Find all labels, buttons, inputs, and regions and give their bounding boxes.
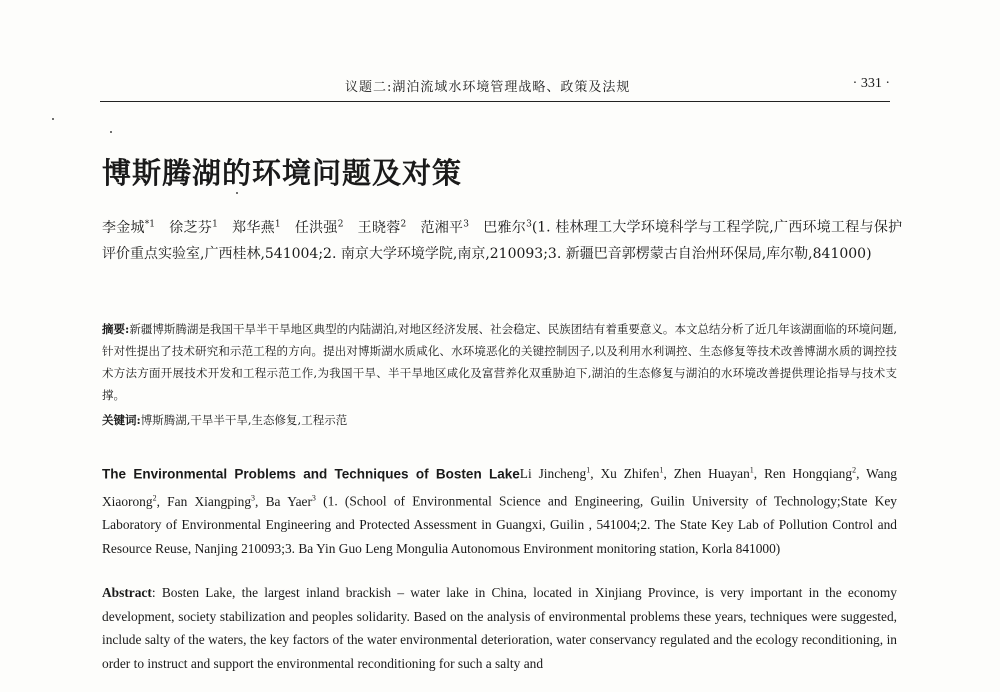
- scan-speck: [52, 118, 54, 120]
- chinese-keywords-text: 博斯腾湖,干旱半干旱,生态修复,工程示范: [140, 413, 348, 427]
- english-abstract-text: : Bosten Lake, the largest inland brackish – water lake in China, located in Xinjiang Province, is very important in the economy development, society stabilization and peoples solidarity. Based on the analysis of environmental problems these years, techniques were suggested, include salty of the waters, the key factors of the water environmental deterioration, water conservancy regulated and the ecology reconditioning, in order to instruct and support the environmental reconditioning for such a salty and: [102, 585, 897, 671]
- chinese-author-name: 徐芝芬: [169, 219, 213, 236]
- header-rule: [100, 101, 890, 102]
- chinese-author-name: 巴雅尔: [483, 219, 527, 236]
- chinese-author-affiliation-mark: *1: [144, 219, 156, 229]
- chinese-author-list: [102, 220, 532, 236]
- chinese-authors-block: [102, 211, 902, 267]
- english-author-affiliation-mark: 2: [152, 493, 157, 503]
- chinese-author-name: 李金城: [102, 219, 145, 236]
- running-header: [100, 76, 890, 102]
- english-title: The Environmental Problems and Techniques of Bosten Lake: [102, 466, 520, 482]
- english-author-name: Li Jincheng: [519, 466, 587, 482]
- chinese-author-name: 任洪强: [294, 219, 338, 236]
- chinese-title: 博斯腾湖的环境问题及对策: [102, 156, 463, 190]
- chinese-author-name: 王晓蓉: [357, 219, 401, 236]
- english-abstract: [102, 581, 897, 675]
- english-author-affiliation-mark: 1: [749, 466, 754, 475]
- english-author-affiliation-mark: 3: [311, 493, 316, 503]
- english-author-name: Ren Hongqiang: [764, 466, 853, 482]
- english-title-authors-block: [102, 459, 897, 560]
- page-number: · 331 ·: [852, 76, 890, 91]
- chinese-affiliations: (1. 桂林理工大学环境科学与工程学院,广西环境工程与保护评价重点实验室,广西桂林,541004;2. 南京大学环境学院,南京,210093;3. 新疆巴音郭楞蒙古自治州环保局,库尔勒,841000): [102, 219, 903, 262]
- english-affiliations: (1. (School of Environmental Science and Engineering, Guilin University of Technology;State Key Laboratory of Environmental Engineering and Protected Assessment in Guangxi, Guilin , 541004;2. The State Key Lab of Pollution Control and Resource Reuse, Nanjing 210093;3. Ba Yin Guo Leng Mongulia Autonomous Environment monitoring station, Korla 841000): [102, 493, 897, 556]
- english-author-name: Fan Xiangping: [167, 493, 252, 509]
- chinese-abstract-text: 新疆博斯腾湖是我国干旱半干旱地区典型的内陆湖泊,对地区经济发展、社会稳定、民族团结有着重要意义。本文总结分析了近几年该湖面临的环境问题,针对性提出了技术研究和示范工程的方向。提出对博斯湖水质咸化、水环境恶化的关键控制因子,以及利用水利调控、生态修复等技术改善博湖水质的调控技术方法方面开展技术开发和工程示范工作,为我国干旱、半干旱地区咸化及富营养化双重胁迫下,湖泊的生态修复与湖泊的水环境改善提供理论指导与技术支撑。: [102, 322, 897, 402]
- chinese-author-affiliation-mark: 3: [463, 219, 470, 229]
- english-author-name: Zhen Huayan: [673, 466, 750, 482]
- chinese-keywords-label: 关键词:: [102, 413, 141, 427]
- chinese-author-name: 范湘平: [420, 219, 464, 236]
- chinese-keywords: [102, 409, 897, 431]
- chinese-author-name: 郑华燕: [231, 219, 275, 236]
- english-author-affiliation-mark: 1: [659, 466, 664, 475]
- scan-speck: [110, 131, 112, 133]
- english-author-name: Wang Xiaorong: [102, 466, 897, 509]
- chinese-abstract-label: 摘要:: [102, 322, 130, 336]
- english-abstract-label: Abstract: [102, 585, 152, 600]
- english-author-name: Ba Yaer: [265, 493, 312, 509]
- chinese-author-affiliation-mark: 2: [337, 219, 344, 229]
- chinese-author-affiliation-mark: 3: [526, 219, 532, 229]
- chinese-abstract: [102, 318, 897, 406]
- chinese-author-affiliation-mark: 1: [212, 219, 218, 229]
- scan-speck: [236, 192, 238, 194]
- english-author-name: Xu Zhifen: [600, 466, 660, 482]
- english-author-affiliation-mark: 3: [251, 493, 256, 503]
- english-author-affiliation-mark: 2: [852, 466, 857, 475]
- running-title: 议题二:湖泊流域水环境管理战略、政策及法规: [345, 80, 631, 95]
- chinese-author-affiliation-mark: 1: [274, 219, 281, 229]
- english-author-affiliation-mark: 1: [586, 466, 591, 475]
- english-author-list: Li Jincheng$^1$, Xu Zhifen$^1$, Zhen Huayan$^1$, Ren Hongqiang$^2$, Wang Xiaorong$^2$, Fan Xiangping$^3$, Ba Yaer$^3$: [102, 466, 897, 509]
- chinese-author-affiliation-mark: 2: [400, 219, 407, 229]
